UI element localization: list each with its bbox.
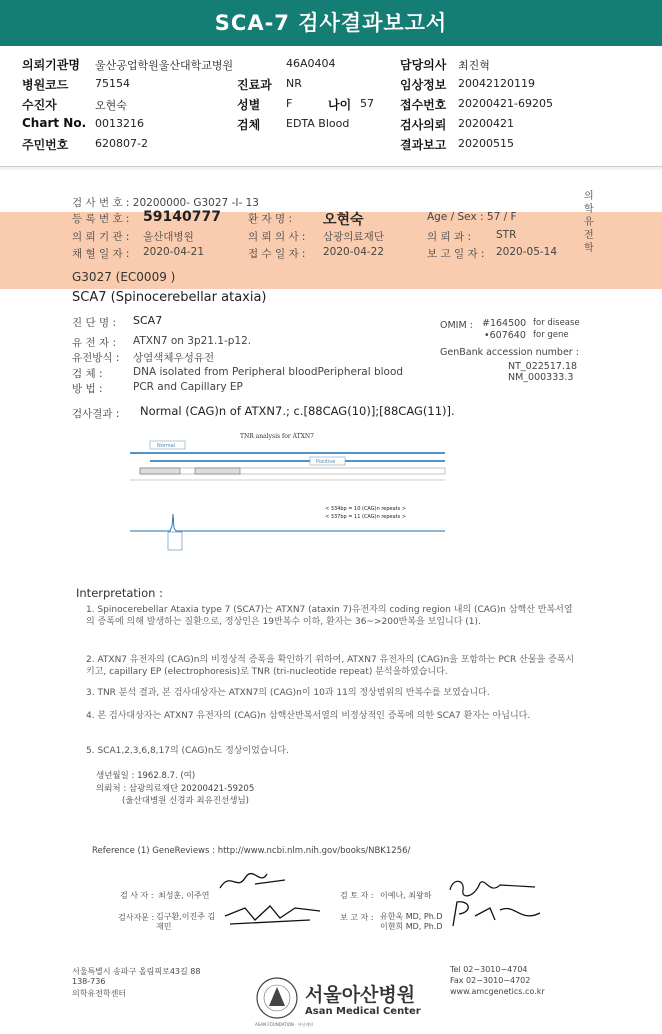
value: 46A0404	[286, 57, 336, 70]
label: 접 수 일 자 :	[248, 248, 306, 260]
signature-reviewer	[445, 875, 540, 900]
label: 수진자	[22, 98, 57, 112]
value: 20042120119	[458, 77, 535, 90]
age-sex: Age / Sex : 57 / F	[427, 211, 517, 223]
graph-title: TNR analysis for ATXN7	[240, 433, 314, 440]
website: www.amcgenetics.co.kr	[450, 987, 545, 996]
genbank-2: NM_000333.3	[508, 372, 574, 383]
value: 75154	[95, 77, 130, 90]
address-1: 서울특별시 송파구 올림픽로43길 88	[72, 967, 201, 976]
genbank-label: GenBank accession number :	[440, 347, 579, 358]
diagnosis: SCA7	[133, 314, 163, 327]
value: 20200515	[458, 137, 514, 150]
signature-advisor	[220, 896, 325, 926]
label: 의 뢰 과 :	[427, 231, 471, 243]
hospital-name-en: Asan Medical Center	[305, 1006, 421, 1017]
label: 채 혈 일 자 :	[72, 248, 130, 260]
label: 유전방식 :	[72, 352, 120, 364]
interpretation-3: 3. TNR 분석 결과, 본 검사대상자는 ATXN7의 (CAG)n이 10과 11의 정상범위의 반복수를 보였습니다.	[86, 688, 490, 698]
label: 검사의뢰	[400, 118, 447, 132]
asan-foundation-logo	[255, 976, 299, 1020]
specimen: DNA isolated from Peripheral bloodPeripheral blood	[133, 366, 404, 378]
value: 울산대병원	[143, 231, 194, 243]
label: 환 자 명 :	[248, 213, 292, 225]
value: 0013216	[95, 117, 144, 130]
label: 검 토 자 :	[340, 891, 374, 900]
label: 검체	[237, 118, 261, 132]
label: 결과보고	[400, 138, 447, 152]
gene: ATXN7 on 3p21.1-p12.	[133, 335, 252, 347]
side-label: 의학유전학	[584, 191, 594, 254]
label: 보 고 일 자 :	[427, 248, 485, 260]
tnr-graph	[110, 428, 460, 563]
label: 검사결과 :	[72, 408, 120, 420]
reporter-2: 이현희 MD, Ph.D	[380, 922, 443, 931]
exam-number: 검 사 번 호 : 20200000- G3027 -I- 13	[72, 197, 259, 209]
hospital-name-kr: 서울아산병원	[305, 984, 416, 1006]
logo-text: ASAN FOUNDATION · 아산재단	[255, 1022, 314, 1027]
value: F	[286, 97, 293, 110]
value: 최진혁	[458, 59, 490, 72]
value: 57	[360, 97, 374, 110]
value: EDTA Blood	[286, 117, 350, 130]
label: 임상정보	[400, 78, 447, 92]
label: 진 단 명 :	[72, 317, 116, 329]
label: 진료과	[237, 78, 272, 92]
omim-note: for disease	[533, 318, 580, 328]
tel: Tel 02−3010−4704	[450, 965, 528, 974]
label: 의 뢰 의 사 :	[248, 231, 306, 243]
label: 성별	[237, 98, 261, 112]
omim-note: for gene	[533, 330, 569, 340]
reference: Reference (1) GeneReviews : http://www.ncbi.nlm.nih.gov/books/NBK1256/	[92, 846, 411, 856]
interpretation-2: 2. ATXN7 유전자의 (CAG)n의 비정상적 증폭을 확인하기 위하여, ATXN7 유전자의 (CAG)n을 포함하는 PCR 산물을 증폭시키고, capillary EP (electrophoresis)로 TNR (tri-nucleotide repeat) 분석을하였습니다.	[86, 655, 575, 677]
label: 나이	[328, 98, 352, 112]
scanned-report	[0, 170, 662, 1034]
size-marker	[140, 468, 180, 474]
tester: 최성훈, 이주연	[158, 891, 210, 900]
header-info	[0, 46, 662, 167]
test-name: SCA7 (Spinocerebellar ataxia)	[72, 290, 267, 305]
peak-label-box	[168, 532, 182, 550]
reviewer: 이예나, 최왕하	[380, 891, 432, 900]
label: 검사자문 :	[118, 913, 155, 922]
value: 오현숙	[95, 99, 127, 112]
graph-normal: Normal	[157, 443, 176, 449]
signature-reporter	[445, 898, 545, 930]
label: 의 뢰 기 관 :	[72, 231, 130, 243]
graph-note-1: < 334bp = 10 (CAG)n repeats >	[325, 506, 407, 512]
value: 2020-04-22	[323, 246, 385, 258]
label: 유 전 자 :	[72, 337, 116, 349]
address-3: 의학유전학센터	[72, 989, 127, 998]
label: 검 사 자 :	[120, 891, 154, 900]
signature-tester	[215, 866, 290, 896]
label: 보 고 자 :	[340, 913, 374, 922]
size-marker	[195, 468, 240, 474]
fax: Fax 02−3010−4702	[450, 976, 531, 985]
graph-note-2: < 337bp = 11 (CAG)n repeats >	[325, 514, 407, 520]
value: 620807-2	[95, 137, 148, 150]
advisor: 김구환,이진주 김재민	[156, 912, 216, 931]
value: STR	[496, 229, 517, 241]
interpretation-title: Interpretation :	[76, 586, 163, 600]
label: Chart No.	[22, 116, 87, 130]
label: 접수번호	[400, 98, 447, 112]
value: 울산공업학원울산대학교병원	[95, 59, 234, 72]
value: 2020-04-21	[143, 246, 205, 258]
value: 삼광의료재단	[323, 231, 384, 243]
label: 방 법 :	[72, 383, 103, 395]
registration-number: 59140777	[143, 209, 221, 225]
referral-2: (울산대병원 신경과 최유진선생님)	[122, 796, 249, 806]
method: PCR and Capillary EP	[133, 381, 243, 393]
label: 의뢰기관명	[22, 58, 80, 72]
label: 검 체 :	[72, 368, 103, 380]
graph-positive: Positive	[316, 459, 336, 465]
label: 등 록 번 호 :	[72, 213, 130, 225]
reporter-1: 유한욱 MD, Ph.D	[380, 912, 443, 921]
interpretation-4: 4. 본 검사대상자는 ATXN7 유전자의 (CAG)n 삼핵산반복서열의 비정상적인 증폭에 의한 SCA7 환자는 아닙니다.	[86, 711, 531, 721]
omim-disease: #164500	[482, 318, 527, 329]
omim-gene: •607640	[484, 330, 526, 341]
address-2: 138-736	[72, 977, 106, 986]
value: 20200421-69205	[458, 97, 553, 110]
test-code: G3027 (EC0009 )	[72, 270, 176, 284]
interpretation-5: 5. SCA1,2,3,6,8,17의 (CAG)n도 정상이었습니다.	[86, 746, 289, 756]
value: 20200421	[458, 117, 514, 130]
genbank-1: NT_022517.18	[508, 361, 578, 372]
interpretation-1: 1. Spinocerebellar Ataxia type 7 (SCA7)는 ATXN7 (ataxin 7)유전자의 coding region 내의 (CAG)n 삼핵산 반복서열의 증폭에 의해 발생하는 질환으로, 정상인은 19반복수 이하, 환자는 36~>200반복을 보입니다 (1).	[86, 605, 573, 627]
size-bar	[140, 468, 445, 474]
report-title: SCA-7 검사결과보고서	[0, 0, 662, 46]
label: 주민번호	[22, 138, 69, 152]
test-result: Normal (CAG)n of ATXN7.; c.[88CAG(10)];[88CAG(11)].	[140, 404, 455, 418]
birth-date: 생년월일 : 1962.8.7. (여)	[96, 771, 196, 781]
inheritance: 상염색체우성유전	[133, 352, 215, 364]
label: 담당의사	[400, 58, 447, 72]
patient-name: 오현숙	[323, 212, 364, 228]
label: OMIM :	[440, 320, 473, 331]
value: 2020-05-14	[496, 246, 558, 258]
referral: 의뢰처 : 삼광의료재단 20200421-59205	[96, 784, 255, 794]
value: NR	[286, 77, 302, 90]
label: 병원코드	[22, 78, 69, 92]
